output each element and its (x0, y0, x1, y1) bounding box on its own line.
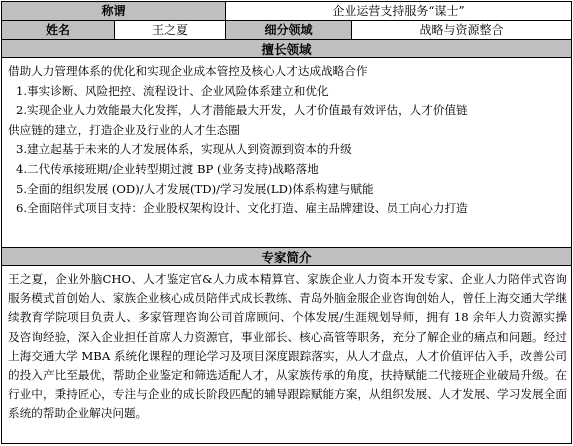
domain-label: 细分领域 (226, 21, 352, 39)
name-row (2, 21, 571, 40)
name-value: 王之夏 (115, 21, 226, 39)
skills-intro: 借助人力管理体系的优化和实现企业成本管控及核心人才达成战略合作 (8, 64, 368, 78)
profile-heading: 专家简介 (2, 248, 571, 266)
skills-item: 2.实现企业人力效能最大化发挥，人才潜能最大开发，人才价值最有效评估，人才价值链 (16, 103, 468, 118)
skills-item: 3.建立起基于未来的人才发展体系，实现从人到资源到资本的升级 (16, 142, 352, 157)
skills-item: 6.全面陪伴式项目支持：企业股权架构设计、文化打造、雇主品牌建设、员工向心力打造 (16, 201, 468, 216)
profile-text: 王之夏，企业外脑CHO、人才鉴定官&人力成本精算官、家族企业人力资本开发专家、企业人力陪伴式咨询服务模式首创始人、家族企业核心成员陪伴式成长教练、青岛外脑金服企业咨询创始人，曾任上海交通大学继续教育学院项目负责人、多家管理咨询公司首席顾问、个体发展/生涯规划导师，拥有 18 余年人力资源实操及咨询经验，深入企业担任首席人力资源官，事业部长、核心高管等职务，充分了解企业的痛点和问题。经过上海交通大学 MBA 系统化课程的理论学习及项目深度跟踪落实，从人才盘点，人才价值评估入手，改善公司的投入产比至最优，帮助企业鉴定和筛选适配人才，从家族传承的角度，扶持赋能二代接班企业破局升级。在行业中，秉持匠心，专注与企业的成长阶段匹配的辅导跟踪赋能方案，从组织发展、人才发展、学习发展全面系统的帮助企业解决问题。 (8, 272, 567, 421)
domain-value: 战略与资源整合 (419, 23, 504, 37)
name-label: 姓名 (2, 21, 115, 39)
skills-item: 4.二代传承接班期/企业转型期过渡 BP (业务支持)战略落地 (16, 161, 319, 176)
skills-item: 5.全面的组织发展 (OD)/人才发展(TD)/学习发展(LD)体系构建与赋能 (16, 181, 374, 196)
skills-item-continued: 供应链的建立，打造企业及行业的人才生态圈 (8, 122, 240, 137)
skills-item: 1.事实诊断、风险把控、流程设计、企业风险体系建立和优化 (16, 83, 329, 98)
skills-body (2, 58, 571, 248)
title-row (2, 2, 571, 21)
title-label: 称谓 (2, 2, 226, 20)
skills-heading: 擅长领域 (2, 40, 571, 58)
expert-profile-table (1, 1, 572, 444)
title-value: 企业运营支持服务“谋士” (332, 4, 465, 18)
